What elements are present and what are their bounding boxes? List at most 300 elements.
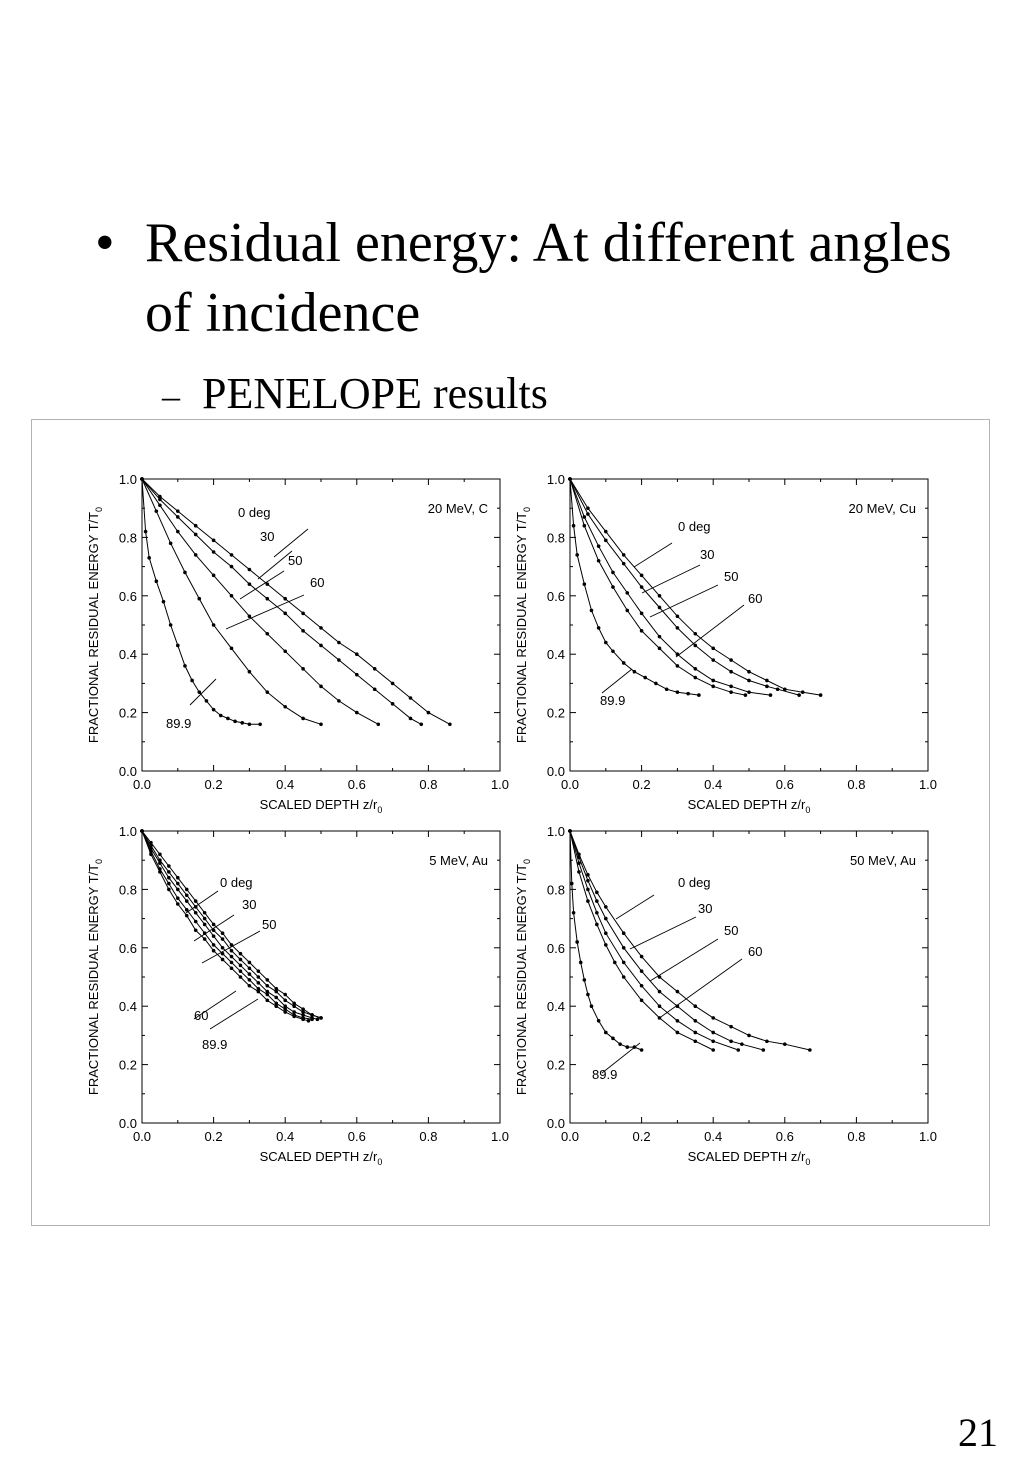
data-point xyxy=(391,682,395,686)
data-point xyxy=(155,579,159,583)
data-point xyxy=(194,899,198,903)
data-point xyxy=(570,882,574,886)
data-point xyxy=(676,990,680,994)
data-point xyxy=(274,1004,278,1008)
series-line-2 xyxy=(570,479,799,695)
data-point xyxy=(694,1004,698,1008)
y-tick-label: 0.6 xyxy=(118,940,137,956)
data-point xyxy=(595,923,599,927)
data-point xyxy=(586,888,590,892)
y-tick-label: 0.2 xyxy=(118,1057,137,1073)
data-point xyxy=(640,969,644,973)
series-annotation: 30 xyxy=(700,547,715,562)
data-point xyxy=(176,644,180,648)
data-point xyxy=(694,644,698,648)
y-tick-label: 1.0 xyxy=(118,824,137,839)
data-point xyxy=(579,961,583,965)
data-point xyxy=(643,676,647,680)
data-point xyxy=(622,961,626,965)
data-point xyxy=(676,626,680,630)
series-line-4 xyxy=(570,479,745,695)
y-tick-label: 0.6 xyxy=(546,588,565,604)
annotation-leader xyxy=(642,565,700,593)
data-point xyxy=(658,594,662,598)
data-point xyxy=(292,1015,296,1019)
data-point xyxy=(694,632,698,636)
data-point xyxy=(622,946,626,950)
data-point xyxy=(583,978,587,982)
panel-4 xyxy=(514,824,937,1167)
data-point xyxy=(658,990,662,994)
data-point xyxy=(622,661,626,665)
y-tick-label: 0.6 xyxy=(118,588,137,604)
x-axis-label: SCALED DEPTH $z/r_0$ xyxy=(687,1149,811,1167)
data-point xyxy=(595,891,599,895)
data-point xyxy=(373,687,377,691)
data-point xyxy=(194,928,198,932)
data-point xyxy=(140,477,144,481)
data-point xyxy=(337,658,341,662)
data-point xyxy=(595,911,599,915)
y-tick-label: 0.8 xyxy=(118,882,137,898)
data-point xyxy=(355,673,359,677)
data-point xyxy=(676,664,680,668)
x-tick-label: 0.2 xyxy=(204,777,223,792)
data-point xyxy=(676,1031,680,1035)
data-point xyxy=(176,882,180,886)
data-point xyxy=(167,864,171,868)
series-annotation: 89.9 xyxy=(592,1067,618,1082)
data-point xyxy=(797,693,801,697)
annotation-leader xyxy=(634,543,672,567)
series-annotation: 0 deg xyxy=(678,519,711,534)
bullet-text: Residual energy: At different angles of incidence xyxy=(145,212,952,344)
series-annotation: 50 xyxy=(288,553,303,568)
data-point xyxy=(283,993,287,997)
data-point xyxy=(729,685,733,689)
data-point xyxy=(158,498,162,502)
data-point xyxy=(167,882,171,886)
data-point xyxy=(176,509,180,513)
data-point xyxy=(611,649,615,653)
data-point xyxy=(694,667,698,671)
y-tick-label: 0.8 xyxy=(546,530,565,546)
data-point xyxy=(604,943,608,947)
data-point xyxy=(583,582,587,586)
y-tick-label: 1.0 xyxy=(546,824,565,839)
data-point xyxy=(654,682,658,686)
y-tick-label: 0.2 xyxy=(546,1057,565,1073)
data-point xyxy=(221,931,225,935)
annotation-leader xyxy=(602,669,632,693)
x-tick-label: 0.8 xyxy=(419,1129,438,1144)
data-point xyxy=(597,1019,601,1023)
panel-2 xyxy=(514,472,937,815)
series-annotation: 60 xyxy=(310,575,325,590)
bullet-marker: • xyxy=(95,212,115,274)
data-point xyxy=(729,670,733,674)
annotation-leader xyxy=(258,551,292,579)
panel-label: 50 MeV, Au xyxy=(849,853,916,868)
x-tick-label: 1.0 xyxy=(918,777,938,792)
data-point xyxy=(301,612,305,616)
data-point xyxy=(640,612,644,616)
data-point xyxy=(319,644,323,648)
data-point xyxy=(258,722,262,726)
data-point xyxy=(212,539,216,543)
data-point xyxy=(613,961,617,965)
data-point xyxy=(729,1039,733,1043)
series-line-1 xyxy=(142,479,450,724)
x-tick-label: 0.6 xyxy=(347,777,366,792)
data-point xyxy=(319,1016,323,1020)
data-point xyxy=(233,720,237,724)
data-point xyxy=(711,1048,715,1052)
data-point xyxy=(257,969,261,973)
data-point xyxy=(194,524,198,528)
data-point xyxy=(203,911,207,915)
data-point xyxy=(577,870,581,874)
data-point xyxy=(590,1004,594,1008)
data-point xyxy=(711,647,715,651)
data-point xyxy=(590,609,594,613)
data-point xyxy=(376,722,380,726)
data-point xyxy=(158,870,162,874)
series-annotation: 0 deg xyxy=(220,875,253,890)
x-tick-label: 1.0 xyxy=(490,1129,510,1144)
data-point xyxy=(665,687,669,691)
x-tick-label: 0.0 xyxy=(560,777,580,792)
data-point xyxy=(744,693,748,697)
series-line-1 xyxy=(142,831,321,1018)
data-point xyxy=(257,990,261,994)
data-point xyxy=(622,975,626,979)
data-point xyxy=(194,553,198,557)
y-tick-label: 0.8 xyxy=(118,530,137,546)
data-point xyxy=(248,966,252,970)
data-point xyxy=(248,722,252,726)
data-point xyxy=(239,958,243,962)
annotation-leader xyxy=(630,917,696,949)
y-tick-label: 0.4 xyxy=(546,999,565,1015)
data-point xyxy=(190,679,194,683)
data-point xyxy=(169,541,173,545)
data-point xyxy=(185,914,189,918)
data-point xyxy=(183,664,187,668)
data-point xyxy=(586,879,590,883)
data-point xyxy=(176,888,180,892)
data-point xyxy=(301,1018,305,1022)
data-point xyxy=(736,1048,740,1052)
data-point xyxy=(597,559,601,563)
y-tick-label: 0.2 xyxy=(118,705,137,721)
plot-area xyxy=(142,831,500,1123)
data-point xyxy=(355,711,359,715)
data-point xyxy=(658,606,662,610)
data-point xyxy=(274,990,278,994)
data-point xyxy=(194,533,198,537)
x-tick-label: 0.0 xyxy=(132,777,152,792)
data-point xyxy=(176,896,180,900)
data-point xyxy=(221,958,225,962)
data-point xyxy=(572,524,576,528)
series-annotation: 30 xyxy=(242,897,257,912)
data-point xyxy=(625,1045,629,1049)
x-tick-label: 0.2 xyxy=(632,777,651,792)
data-point xyxy=(640,629,644,633)
data-point xyxy=(230,565,234,569)
data-point xyxy=(729,690,733,694)
data-point xyxy=(711,685,715,689)
data-point xyxy=(266,999,270,1003)
data-point xyxy=(183,571,187,575)
data-point xyxy=(640,585,644,589)
data-point xyxy=(765,1039,769,1043)
data-point xyxy=(694,1019,698,1023)
series-annotation: 60 xyxy=(748,944,763,959)
data-point xyxy=(319,685,323,689)
series-line-3 xyxy=(142,831,317,1019)
data-point xyxy=(212,943,216,947)
data-point xyxy=(257,975,261,979)
data-point xyxy=(568,477,572,481)
panel-label: 5 MeV, Au xyxy=(429,853,488,868)
x-tick-label: 0.4 xyxy=(276,777,295,792)
annotation-leader xyxy=(650,939,718,981)
data-point xyxy=(283,1010,287,1014)
data-point xyxy=(604,641,608,645)
y-tick-label: 0.2 xyxy=(546,705,565,721)
data-point xyxy=(640,955,644,959)
x-tick-label: 0.6 xyxy=(775,777,794,792)
data-point xyxy=(203,917,207,921)
data-point xyxy=(427,711,431,715)
data-point xyxy=(239,969,243,973)
data-point xyxy=(158,861,162,865)
data-point xyxy=(185,899,189,903)
data-point xyxy=(740,1042,744,1046)
data-point xyxy=(212,708,216,712)
data-point xyxy=(604,539,608,543)
x-tick-label: 0.8 xyxy=(419,777,438,792)
data-point xyxy=(776,687,780,691)
data-point xyxy=(747,679,751,683)
figure-frame xyxy=(31,419,990,1226)
data-point xyxy=(622,931,626,935)
data-point xyxy=(283,705,287,709)
y-tick-label: 0.0 xyxy=(118,764,137,779)
data-point xyxy=(194,911,198,915)
data-point xyxy=(147,556,151,560)
data-point xyxy=(266,993,270,997)
data-point xyxy=(158,503,162,507)
data-point xyxy=(292,1004,296,1008)
data-point xyxy=(212,923,216,927)
series-line-2 xyxy=(142,831,321,1018)
data-point xyxy=(762,1048,766,1052)
series-annotation: 30 xyxy=(698,901,713,916)
data-point xyxy=(239,964,243,968)
x-axis-label: SCALED DEPTH $z/r_0$ xyxy=(259,1149,383,1167)
series-line-4 xyxy=(142,831,312,1019)
data-point xyxy=(586,993,590,997)
data-point xyxy=(203,937,207,941)
data-point xyxy=(176,902,180,906)
y-tick-label: 0.0 xyxy=(118,1116,137,1131)
data-point xyxy=(765,685,769,689)
data-point xyxy=(711,1039,715,1043)
data-point xyxy=(783,1042,787,1046)
data-point xyxy=(167,876,171,880)
data-point xyxy=(197,597,201,601)
data-point xyxy=(597,544,601,548)
data-point xyxy=(149,853,153,857)
data-point xyxy=(711,1016,715,1020)
data-point xyxy=(658,635,662,639)
data-point xyxy=(729,1025,733,1029)
data-point xyxy=(604,530,608,534)
data-point xyxy=(155,509,159,513)
series-line-1 xyxy=(570,831,810,1050)
x-tick-label: 0.4 xyxy=(704,1129,723,1144)
data-point xyxy=(301,667,305,671)
data-point xyxy=(248,568,252,572)
data-point xyxy=(765,679,769,683)
data-point xyxy=(248,582,252,586)
data-point xyxy=(729,658,733,662)
series-annotation: 0 deg xyxy=(238,505,271,520)
data-point xyxy=(248,961,252,965)
y-tick-label: 1.0 xyxy=(118,472,137,487)
data-point xyxy=(219,714,223,718)
x-tick-label: 0.6 xyxy=(347,1129,366,1144)
data-point xyxy=(686,692,690,696)
data-point xyxy=(676,614,680,618)
data-point xyxy=(711,658,715,662)
series-line-5 xyxy=(570,479,699,695)
series-line-5 xyxy=(142,831,309,1021)
data-point xyxy=(230,966,234,970)
data-point xyxy=(676,690,680,694)
panel-label: 20 MeV, Cu xyxy=(848,501,916,516)
data-point xyxy=(808,1048,812,1052)
data-point xyxy=(586,506,590,510)
data-point xyxy=(409,696,413,700)
data-point xyxy=(658,647,662,651)
data-point xyxy=(597,626,601,630)
data-point xyxy=(212,623,216,627)
data-point xyxy=(197,690,201,694)
data-point xyxy=(618,1042,622,1046)
series-line-4 xyxy=(570,831,713,1050)
data-point xyxy=(676,1019,680,1023)
data-point xyxy=(307,1019,311,1023)
data-point xyxy=(697,693,701,697)
data-point xyxy=(711,1031,715,1035)
data-point xyxy=(391,702,395,706)
data-point xyxy=(747,690,751,694)
y-tick-label: 0.4 xyxy=(118,647,137,663)
data-point xyxy=(583,515,587,519)
y-axis-label: FRACTIONAL RESIDUAL ENERGY $T/T_0$ xyxy=(86,506,104,744)
series-line-4 xyxy=(142,479,321,724)
data-point xyxy=(819,693,823,697)
data-point xyxy=(144,530,148,534)
data-point xyxy=(611,571,615,575)
data-point xyxy=(622,562,626,566)
data-point xyxy=(203,923,207,927)
data-point xyxy=(373,667,377,671)
data-point xyxy=(586,899,590,903)
data-point xyxy=(176,530,180,534)
panel-1 xyxy=(86,472,509,815)
data-point xyxy=(575,553,579,557)
data-point xyxy=(572,911,576,915)
data-point xyxy=(230,553,234,557)
x-tick-label: 1.0 xyxy=(918,1129,938,1144)
series-annotation: 30 xyxy=(260,529,275,544)
y-tick-label: 0.8 xyxy=(546,882,565,898)
data-point xyxy=(604,1031,608,1035)
data-point xyxy=(604,917,608,921)
data-point xyxy=(769,693,773,697)
data-point xyxy=(169,623,173,627)
series-annotation: 89.9 xyxy=(166,716,192,731)
data-point xyxy=(266,632,270,636)
data-point xyxy=(568,829,572,833)
data-point xyxy=(212,550,216,554)
data-point xyxy=(640,984,644,988)
data-point xyxy=(212,934,216,938)
data-point xyxy=(230,955,234,959)
data-point xyxy=(230,961,234,965)
data-point xyxy=(266,984,270,988)
data-point xyxy=(355,652,359,656)
data-point xyxy=(583,524,587,528)
data-point xyxy=(319,626,323,630)
data-point xyxy=(595,899,599,903)
data-point xyxy=(604,931,608,935)
series-annotation: 0 deg xyxy=(678,875,711,890)
y-axis-label: FRACTIONAL RESIDUAL ENERGY $T/T_0$ xyxy=(514,858,532,1096)
data-point xyxy=(316,1018,320,1022)
data-point xyxy=(274,996,278,1000)
y-tick-label: 1.0 xyxy=(546,472,565,487)
data-point xyxy=(575,940,579,944)
data-point xyxy=(248,984,252,988)
x-tick-label: 0.8 xyxy=(847,777,866,792)
data-point xyxy=(185,888,189,892)
data-point xyxy=(140,829,144,833)
y-tick-label: 0.6 xyxy=(546,940,565,956)
chart-figure xyxy=(32,420,989,1225)
data-point xyxy=(625,591,629,595)
data-point xyxy=(283,612,287,616)
x-tick-label: 0.2 xyxy=(204,1129,223,1144)
annotation-leader xyxy=(650,585,718,617)
data-point xyxy=(248,972,252,976)
data-point xyxy=(747,670,751,674)
data-point xyxy=(239,952,243,956)
data-point xyxy=(448,722,452,726)
data-point xyxy=(167,888,171,892)
x-tick-label: 0.0 xyxy=(560,1129,580,1144)
data-point xyxy=(221,946,225,950)
plot-area xyxy=(570,479,928,771)
sub-bullet-item xyxy=(162,366,548,424)
data-point xyxy=(230,594,234,598)
data-point xyxy=(230,949,234,953)
